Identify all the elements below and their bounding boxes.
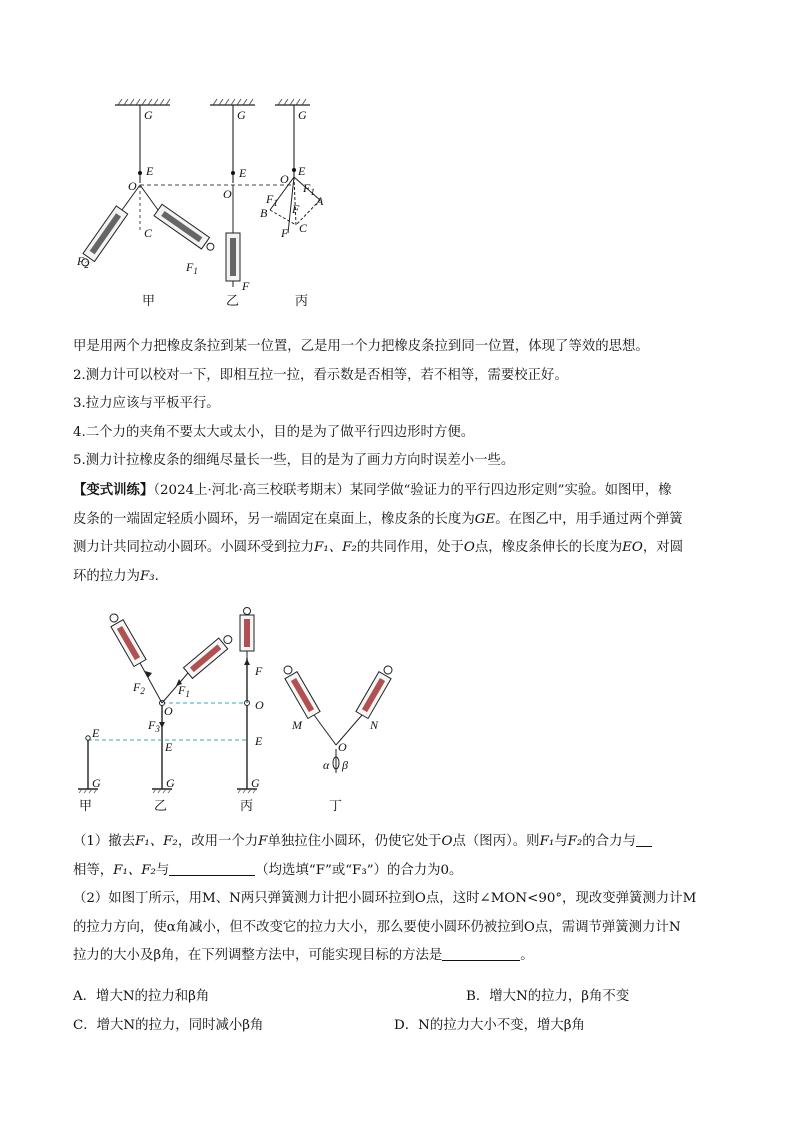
exercise-block: [73, 476, 733, 591]
summary-line-2: 2.测力计可以校对一下，即相互拉一拉，看示数是否相等，若不相等，需要校正好。: [73, 367, 568, 383]
option-a[interactable]: A．增大N的拉力和β角: [73, 989, 210, 1004]
label-fmid-bing: F: [292, 202, 300, 216]
exercise-tag: 【变式训练】: [73, 482, 154, 498]
label2-e-bing: E: [255, 734, 263, 748]
figure-1: [70, 95, 370, 313]
caption2-ding: 丁: [329, 799, 343, 814]
label2-f2-yi: $F_2$: [133, 680, 145, 696]
summary-line-3: 3.拉力应该与平板平行。: [73, 396, 220, 411]
label2-m: M: [292, 718, 302, 732]
label2-e-jia: E: [92, 726, 100, 740]
summary-line-1: 甲是用两个力把橡皮条拉到某一位置，乙是用一个力把橡皮条拉到同一位置，体现了等效的思想。: [73, 339, 649, 354]
caption2-jia: 甲: [79, 799, 93, 814]
figure2-balance-f: [240, 608, 254, 652]
label2-g-yi: G: [166, 776, 175, 790]
caption-jia: 甲: [142, 294, 156, 309]
label-f-yi: F: [242, 279, 250, 293]
question1-line-2: 相等，F₁、F₂与 （均选填“F”或“F₃”）的合力为0。: [73, 862, 463, 878]
summary-line-4: 4.二个力的夹角不要太大或太小，目的是为了做平行四边形时方便。: [73, 424, 475, 440]
label-o-bing: O: [280, 172, 289, 186]
label2-o-bing: O: [255, 698, 264, 712]
label2-e-yi: E: [165, 740, 173, 754]
caption-yi: 乙: [226, 294, 240, 309]
answer-blank-2[interactable]: [169, 861, 255, 876]
question-block: [73, 828, 733, 971]
option-d[interactable]: D．N的拉力大小不变，增大β角: [394, 1018, 585, 1033]
option-c[interactable]: C．增大N的拉力，同时减小β角: [73, 1018, 264, 1033]
summary-block: [73, 333, 733, 476]
figure-2-svg: [70, 603, 420, 821]
label-f1-bing: $F_1$: [303, 181, 315, 197]
exercise-line-1: 【变式训练】（2024上·河北·高三校联考期末）某同学做“验证力的平行四边形定则”实验。如图甲，橡: [73, 482, 672, 498]
question1-line-1: （1）撤去F₁、F₂，改用一个力F单独拉住小圆环，仍使它处于O点（图丙）。则F₁与F₂的合力与: [73, 828, 733, 857]
caption-bing: 丙: [295, 294, 309, 309]
spring-balance-f: [226, 233, 240, 287]
label2-g-jia: G: [92, 776, 101, 790]
label-e-bing: E: [298, 164, 306, 178]
question2-line-1: （2）如图丁所示，用M、N两只弹簧测力计把小圆环拉到O点，这时∠MON<90°，现改变弹簧测力计M: [73, 891, 697, 906]
summary-line-5: 5.测力计拉橡皮条的细绳尽量长一些，目的是为了画力方向时误差小一些。: [73, 453, 515, 468]
question2-line-3: 拉力的大小及β角，在下列调整方法中，可能实现目标的方法是 。: [73, 948, 534, 963]
answer-blank-1[interactable]: [636, 832, 652, 847]
label-f2-jia: $F_2$: [77, 254, 89, 270]
exercise-source: （2024上·河北·高三校联考期末）: [153, 483, 350, 498]
exercise-line-3: 测力计共同拉动小圆环。小圆环受到拉力F₁、F₂的共同作用，处于O点，橡皮条伸长的长度为EO，对圆: [73, 540, 684, 555]
label-fdash-bing: F: [281, 226, 289, 240]
label2-o-yi: O: [164, 704, 173, 718]
label-g-bing: G: [298, 108, 307, 122]
exercise-line-4: 环的拉力为F₃.: [73, 568, 159, 584]
question2-line-2: 的拉力方向，使α角减小，但不改变它的拉力大小，那么要使小圆环仍被拉到O点，需调节弹簧测力计N: [73, 919, 681, 935]
figure2-balance-f2: [106, 611, 146, 666]
figure-1-svg: [70, 95, 370, 313]
label-b-bing: B: [260, 206, 268, 220]
answer-blank-3[interactable]: [442, 946, 520, 961]
label-f1-jia: $F_1$: [186, 260, 198, 276]
label-o-yi: O: [223, 187, 232, 201]
label-c-jia: C: [144, 226, 153, 240]
option-b[interactable]: B．增大N的拉力，β角不变: [466, 989, 630, 1004]
label2-f3-yi: $F_3$: [148, 718, 160, 734]
label2-beta: β: [342, 758, 348, 772]
label-g-jia: G: [144, 108, 153, 122]
label-e-yi: E: [239, 166, 247, 180]
spring-balance-f1: [154, 204, 217, 254]
label-g-yi: G: [237, 108, 246, 122]
label2-n: N: [370, 718, 379, 732]
label-a-bing: A: [316, 194, 324, 208]
label2-o-ding: O: [338, 740, 347, 754]
figure2-balance-f1: [184, 632, 236, 679]
label2-g-bing: G: [251, 776, 260, 790]
figure-2: [70, 603, 420, 821]
label2-f1-yi: $F_1$: [178, 683, 190, 699]
label-o-jia: O: [128, 179, 137, 193]
label2-alpha: α: [323, 758, 330, 772]
label-e-jia: E: [146, 164, 154, 178]
label-f1b-bing: $F_1$: [266, 192, 278, 208]
label2-f-bing: F: [255, 664, 263, 678]
label-c-bing: C: [299, 221, 308, 235]
caption2-yi: 乙: [154, 799, 168, 814]
exercise-line-2: 皮条的一端固定轻质小圆环，另一端固定在桌面上，橡皮条的长度为GE。在图乙中，用手通过两个弹簧: [73, 511, 683, 527]
caption2-bing: 丙: [240, 799, 254, 814]
